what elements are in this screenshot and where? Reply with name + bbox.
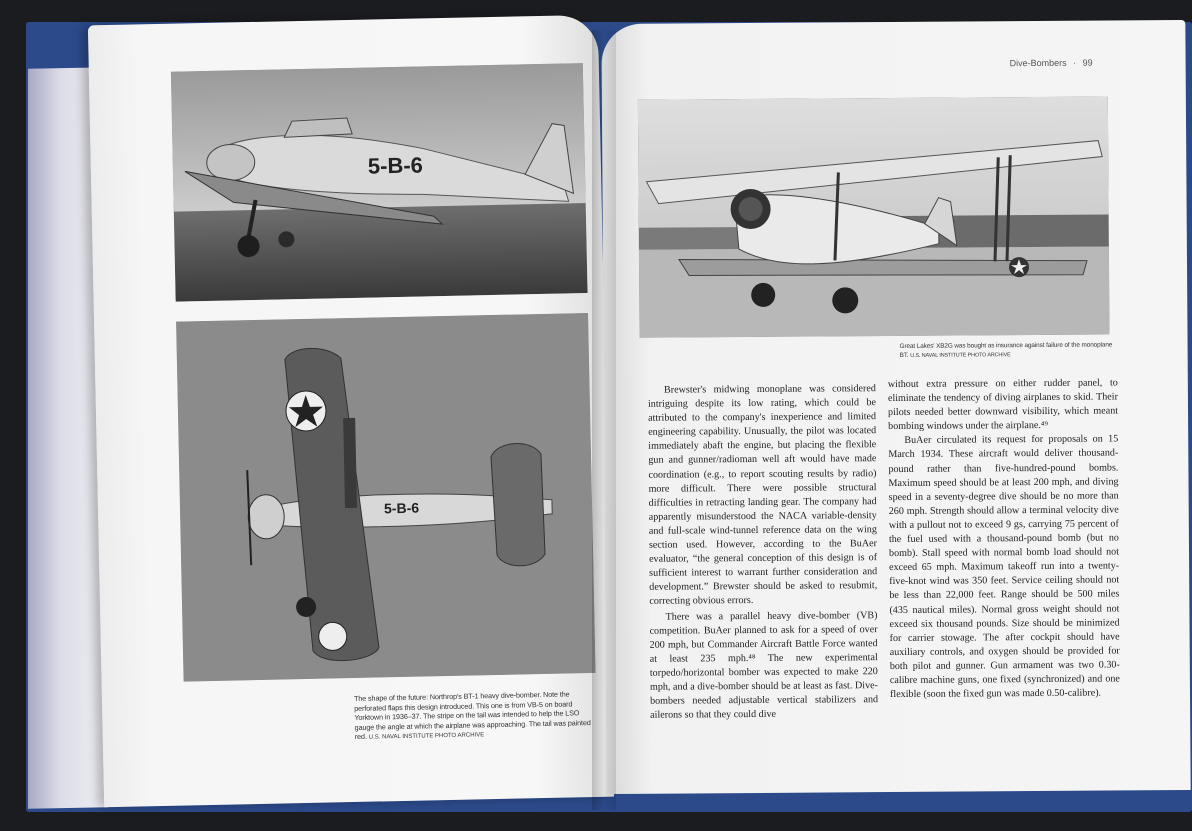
text-column-right: [888, 376, 1120, 702]
left-photo-caption: [354, 689, 599, 744]
paragraph: BuAer circulated its request for proposals on 15 March 1934. These aircraft would deliver thousand-pound rather than five-hundred-pound bombs. Maximum speed should be at least 200 mph, and diving speed in a seventy-degree dive should be no more than 260 mph. Strength should allow a terminal velocity dive with a pullout not to exceed 9 gs, carrying 75 percent of the fuel used with a thousand-pound bomb (but no bomb). Stall speed with normal bomb load should not exceed 65 mph. Maximum takeoff run into a twenty-five-knot wind was 350 feet. Service ceiling should not be less than 22,000 feet. Range should be 500 miles (435 nautical miles). Normal gross weight should not exceed six thousand pounds. Size should be minimized for carrier stowage. The after cockpit should have auxiliary controls, and oxygen should be provided for both pilot and gunner. Gun armament was two 0.30-calibre machine guns, one fixed (synchronized) and one flexible (soon the fixed gun was made 0.50-calibre).: [888, 433, 1120, 701]
monoplane-ground-image: [171, 63, 588, 302]
photo-biplane-ground: [638, 97, 1110, 338]
right-page: [601, 20, 1190, 794]
text-column-left: [648, 382, 878, 723]
right-caption-text: Great Lakes' XB2G was bought as insurance against failure of the monoplane BT.: [899, 341, 1113, 359]
running-head: Dive-Bombers · 99: [1009, 57, 1093, 69]
biplane-ground-image: [638, 97, 1110, 338]
page-number: 99: [1082, 57, 1093, 68]
photo-monoplane-ground: [171, 63, 588, 302]
paragraph: There was a parallel heavy dive-bomber (VB) competition. BuAer planned to ask for a speed of over 200 mph, but Commander Aircraft Battle Force wanted at least 235 mph.⁴⁸ The new experimental torpedo/horizontal bomber was expected to make 220 mph, and a dive-bomber should be at least as fast. Dive-bombers needed adjustable vertical stabilizers and ailerons so that they could dive: [649, 609, 879, 721]
right-photo-caption: [900, 340, 1114, 360]
monoplane-flight-image: [176, 313, 595, 682]
book-gutter: [592, 30, 616, 810]
fuselage-marking-bottom: 5-B-6: [383, 499, 420, 517]
left-caption-credit: U.S. NAVAL INSTITUTE PHOTO ARCHIVE: [368, 732, 485, 742]
photo-monoplane-flight: [176, 313, 595, 682]
left-caption-text: The shape of the future: Northrop's BT-1 heavy dive-bomber. Note the perforated flaps this design introduced. This one is from VB-5 on board Yorktown in 1936–37. The stripe on the tail was intended to help the LSO gauge the angle at which the airplane was approaching. The tail was painted red.: [353, 689, 591, 742]
running-head-section: Dive-Bombers: [1009, 57, 1067, 69]
right-caption-credit: U.S. NAVAL INSTITUTE PHOTO ARCHIVE: [910, 352, 1011, 359]
paragraph: without extra pressure on either rudder panel, to eliminate the tendency of diving airplanes to skid. Their pilots needed better downward visibility, which meant bombing windows under the airplane.⁴⁹: [887, 377, 1119, 433]
left-page: [88, 15, 614, 808]
paragraph: Brewster's midwing monoplane was considered intriguing despite its low rating, which could be attributed to the company's inexperience and limited engineering capability. Unusually, the pilot was located immediately abaft the engine, but placing the flexible gun and gunner/radioman well aft would have made coordination (e.g., to report scouting results by radio) more difficult. There were possible structural difficulties in retracting landing gear. The company had apparently misunderstood the NACA variable-density and full-scale wind-tunnel reference data on the wing section used. However, according to the BuAer evaluator, “the general conception of this design is of sufficient interest to warrant further consideration and development.” Brewster should be asked to resubmit, correcting obvious errors.: [647, 383, 878, 608]
fuselage-marking-top: 5-B-6: [367, 152, 424, 179]
